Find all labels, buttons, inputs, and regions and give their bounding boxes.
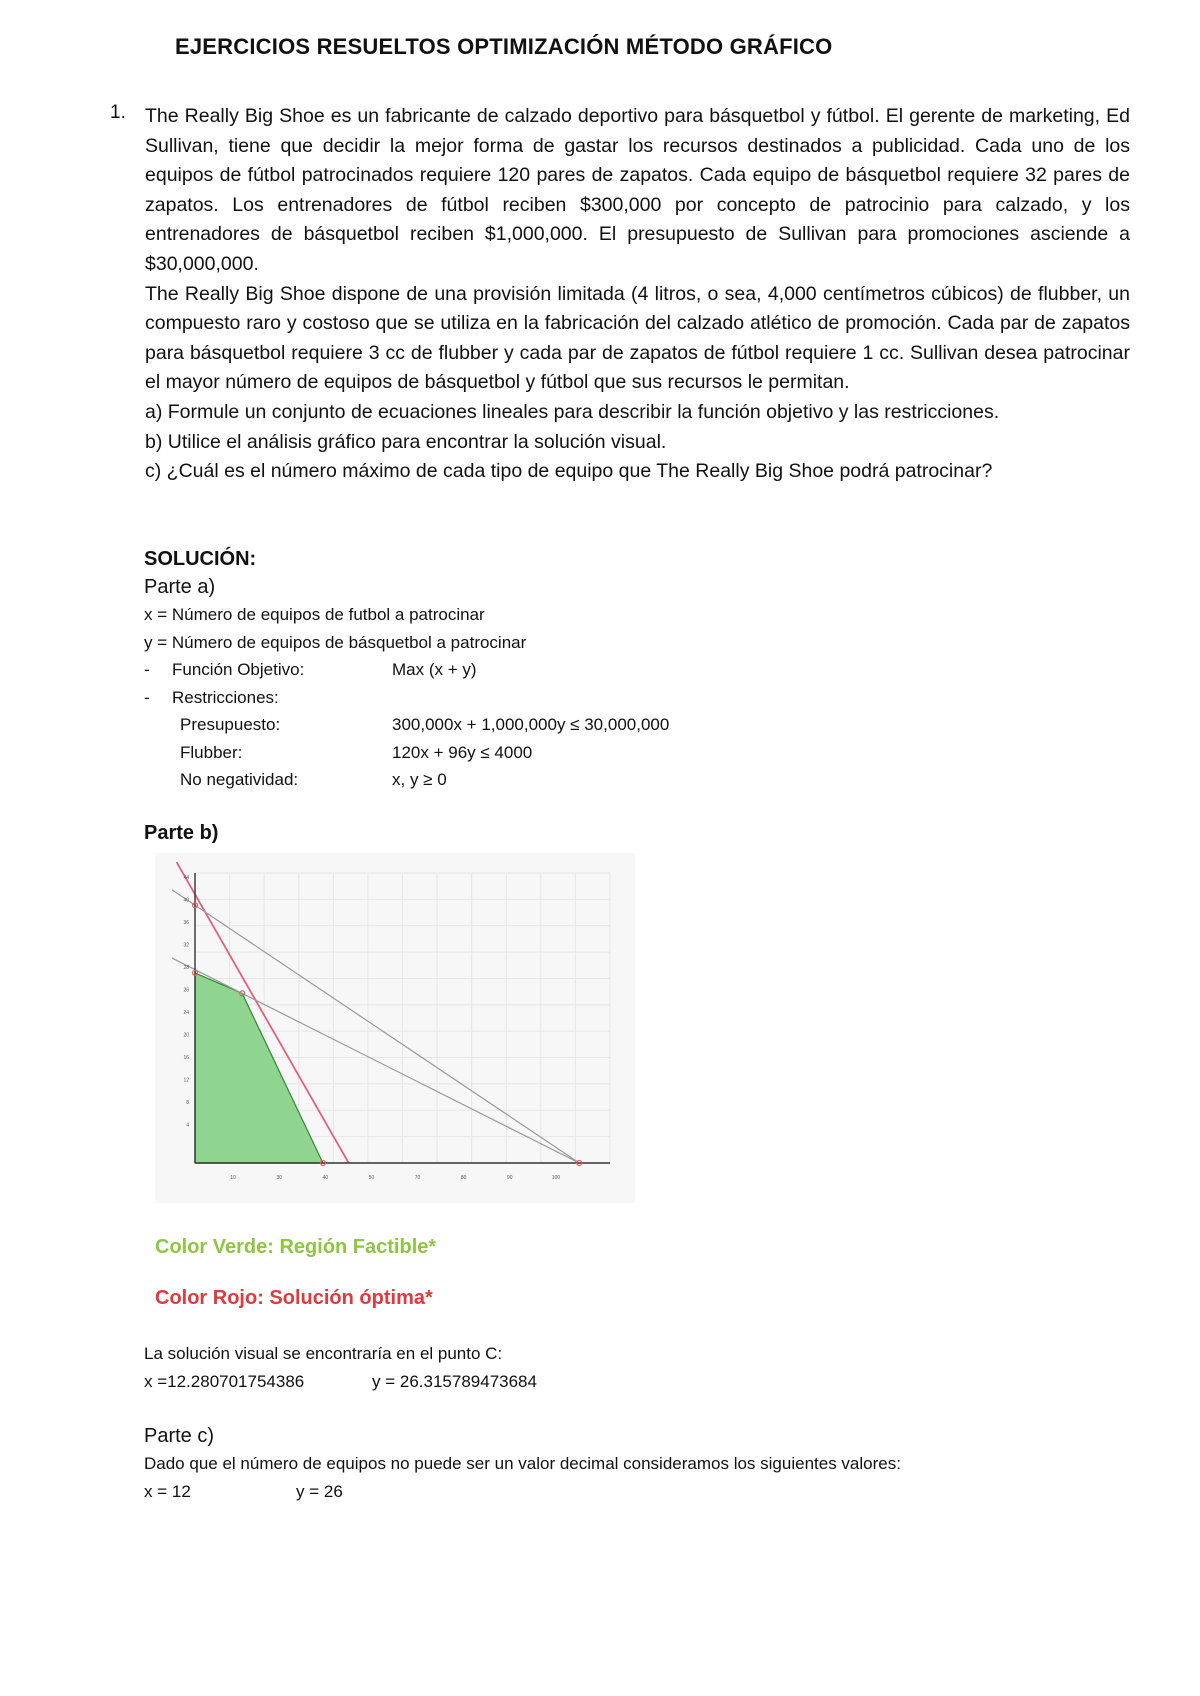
x-tick-label: 70 xyxy=(414,1175,421,1181)
flubber-label: Flubber: xyxy=(180,742,243,762)
y-tick-label: 26 xyxy=(183,987,189,994)
x-final: x = 12 xyxy=(144,1481,191,1501)
legend-feasible-region: Color Verde: Región Factible* xyxy=(155,1236,437,1258)
x-tick-label: 50 xyxy=(368,1175,375,1181)
x-tick-label: 100 xyxy=(551,1175,561,1181)
y-tick-label: 28 xyxy=(183,965,189,971)
y-tick-label: 40 xyxy=(183,897,189,904)
y-tick-label: 16 xyxy=(183,1055,189,1061)
part-a-heading: Parte a) xyxy=(144,576,216,598)
y-tick-label: 4 xyxy=(186,1122,189,1129)
x-tick-label: 30 xyxy=(276,1175,283,1181)
y-tick-label: 20 xyxy=(183,1032,189,1039)
part-c-section xyxy=(144,1422,901,1505)
x-tick-label: 90 xyxy=(506,1175,513,1181)
legend-optimal-solution: Color Rojo: Solución óptima* xyxy=(155,1287,433,1309)
bullet-dash: - xyxy=(144,687,150,707)
problem-statement xyxy=(110,102,1130,487)
budget-value: 300,000x + 1,000,000y ≤ 30,000,000 xyxy=(392,715,670,734)
y-tick-label: 36 xyxy=(183,920,189,926)
y-tick-label: 32 xyxy=(183,942,189,949)
bullet-dash: - xyxy=(144,660,150,679)
constraints-row xyxy=(144,684,1144,712)
problem-paragraph-1: The Really Big Shoe es un fabricante de calzado deportivo para básquetbol y fútbol. El gerente de marketing, Ed Sullivan, tiene que decidir la mejor forma de gastar los recursos destinados a publicidad. Cada uno de los equipos de fútbol patrocinados requiere 120 pares de zapatos. Cada equipo de básquetbol requiere 32 pares de zapatos. Los entrenadores de fútbol reciben $300,000 por concepto de patrocinio para calzado, y los entrenadores de básquetbol reciben $1,000,000. El presupuesto de Sullivan para promociones asciende a $30,000,000. xyxy=(145,105,1130,275)
nonnegativity-row xyxy=(144,766,1144,794)
result-values xyxy=(144,1368,537,1396)
x-tick-label: 80 xyxy=(460,1175,467,1181)
constraints-label: Restricciones: xyxy=(172,687,279,707)
y-definition: y = Número de equipos de básquetbol a patrocinar xyxy=(144,632,527,652)
objective-label: Función Objetivo: xyxy=(172,660,305,679)
y-tick-label: 12 xyxy=(183,1077,189,1084)
budget-label: Presupuesto: xyxy=(180,715,281,734)
nonnegativity-label: No negatividad: xyxy=(180,770,299,789)
x-definition: x = Número de equipos de futbol a patrocinar xyxy=(144,605,485,624)
question-a: a) Formule un conjunto de ecuaciones lineales para describir la función objetivo y las restricciones. xyxy=(145,400,1000,423)
feasible-region-chart xyxy=(155,853,635,1203)
problem-text xyxy=(145,102,1130,487)
flubber-row xyxy=(144,739,1144,767)
x-result: x =12.280701754386 xyxy=(144,1372,305,1391)
final-values xyxy=(144,1478,901,1506)
problem-paragraph-2: The Really Big Shoe dispone de una provisión limitada (4 litros, o sea, 4,000 centímetros cúbicos) de flubber, un compuesto raro y costoso que se utiliza en la fabricación del calzado atlético de promoción. Cada par de zapatos para básquetbol requiere 3 cc de flubber y cada par de zapatos de fútbol requiere 1 cc. Sullivan desea patrocinar el mayor número de equipos de básquetbol y fútbol que sus recursos le permitan. xyxy=(145,282,1130,394)
solution-section xyxy=(144,545,1144,794)
part-b-heading: Parte b) xyxy=(144,822,219,844)
y-final: y = 26 xyxy=(296,1481,343,1501)
budget-row xyxy=(144,711,1144,739)
problem-number: 1. xyxy=(110,102,126,123)
y-tick-label: 44 xyxy=(183,875,189,881)
question-b: b) Utilice el análisis gráfico para encontrar la solución visual. xyxy=(145,430,667,453)
question-c: c) ¿Cuál es el número máximo de cada tipo de equipo que The Really Big Shoe podrá patrocinar? xyxy=(145,460,993,483)
page-title: EJERCICIOS RESUELTOS OPTIMIZACIÓN MÉTODO GRÁFICO xyxy=(175,34,833,59)
x-tick-label: 40 xyxy=(322,1175,329,1181)
part-c-heading: Parte c) xyxy=(144,1425,215,1447)
y-tick-label: 24 xyxy=(183,1010,189,1016)
flubber-value: 120x + 96y ≤ 4000 xyxy=(392,742,533,762)
visual-solution-text: La solución visual se encontraría en el punto C: xyxy=(144,1344,503,1363)
part-c-text: Dado que el número de equipos no puede ser un valor decimal consideramos los siguientes valores: xyxy=(144,1454,901,1473)
visual-solution xyxy=(144,1340,537,1396)
nonnegativity-value: x, y ≥ 0 xyxy=(392,770,447,789)
y-tick-label: 8 xyxy=(186,1100,189,1106)
solution-heading: SOLUCIÓN: xyxy=(144,548,257,570)
y-result: y = 26.315789473684 xyxy=(372,1372,537,1391)
x-tick-label: 10 xyxy=(230,1175,236,1181)
objective-row xyxy=(144,656,1144,684)
objective-value: Max (x + y) xyxy=(392,660,477,679)
